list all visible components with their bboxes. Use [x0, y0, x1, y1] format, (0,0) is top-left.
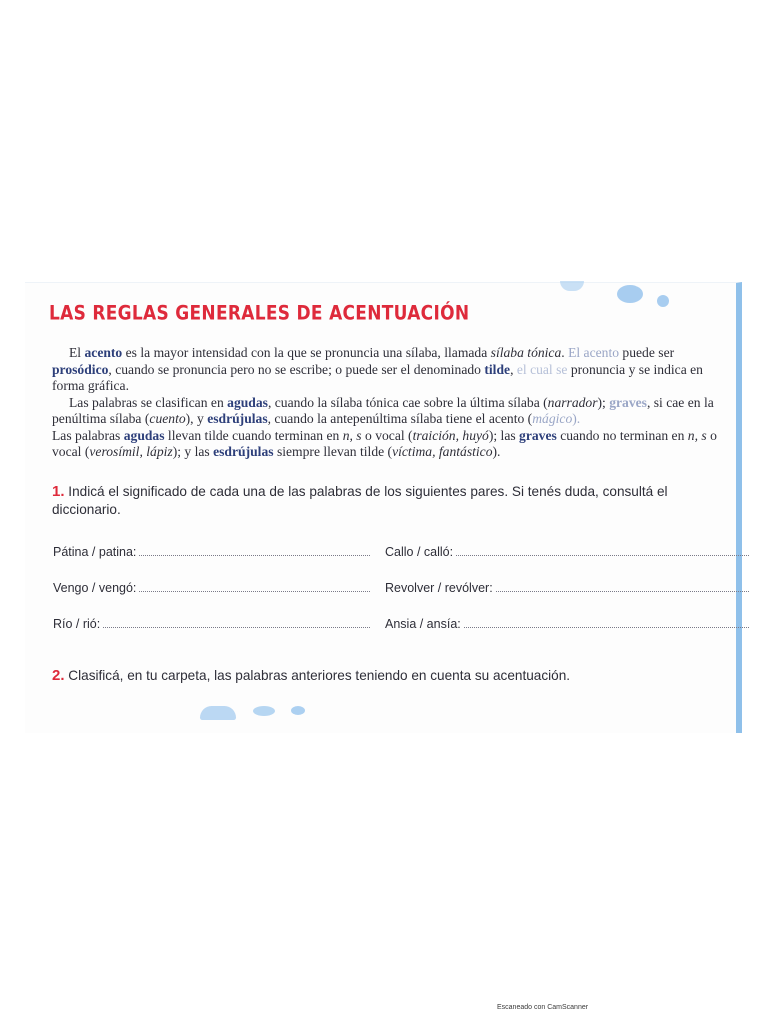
- pair-label: Río / rió:: [53, 617, 101, 631]
- answer-line[interactable]: [139, 544, 370, 556]
- paragraph-tilde-rules: [52, 428, 718, 461]
- pair-item: [385, 580, 749, 595]
- pair-item: [53, 544, 370, 559]
- pair-item: [53, 616, 370, 631]
- exercise-instruction: Indicá el significado de cada una de las palabras de los siguientes pares. Si tenés duda, consultá el diccionario.: [52, 484, 668, 517]
- term-silaba-tonica: sílaba tónica: [490, 345, 562, 360]
- decorative-blob: [200, 706, 236, 720]
- decorative-blob: [291, 706, 305, 715]
- answer-line[interactable]: [103, 616, 370, 628]
- decorative-blob: [560, 281, 584, 291]
- keyword-esdrujulas: esdrújulas: [213, 444, 274, 459]
- pair-row: [53, 544, 723, 562]
- text: El: [69, 345, 85, 360]
- keyword-agudas: agudas: [123, 427, 165, 443]
- paragraph-classification: [52, 395, 718, 428]
- pair-label: Revolver / revólver:: [385, 581, 493, 595]
- example-letters: n, s: [342, 427, 362, 443]
- text: , cuando la sílaba tónica cae sobre la última sílaba (: [267, 394, 548, 410]
- keyword-acento: acento: [84, 345, 123, 360]
- textbook-card: [25, 282, 742, 733]
- keyword-tilde: tilde: [484, 361, 511, 377]
- faded-text: El acento: [568, 345, 620, 360]
- answer-line[interactable]: [496, 580, 749, 592]
- text: pronuncia y se indica en forma gráfica.: [52, 361, 703, 393]
- scanner-watermark: Escaneado con CamScanner: [497, 1004, 589, 1011]
- pair-row: [53, 616, 723, 634]
- text: .: [561, 345, 569, 360]
- exercise-number: 2.: [52, 667, 65, 684]
- example-word: narrador: [547, 394, 598, 410]
- text: ); y las: [172, 444, 214, 459]
- answer-line[interactable]: [456, 544, 749, 556]
- pair-item: [385, 616, 749, 631]
- text: ); las: [488, 427, 520, 443]
- rules-explanation: [52, 345, 718, 461]
- decorative-blob: [657, 295, 669, 307]
- text: Las palabras se clasifican en: [69, 394, 228, 410]
- keyword-prosodico: prosódico: [52, 361, 109, 377]
- example-letters: n, s: [687, 427, 707, 443]
- answer-line[interactable]: [464, 616, 749, 628]
- example-word: verosímil, lápiz: [89, 444, 173, 459]
- text: cuando no terminan en: [556, 427, 688, 443]
- keyword-graves: graves: [609, 394, 647, 410]
- example-word: traición, huyó: [412, 427, 489, 443]
- text: llevan tilde cuando terminan en: [164, 427, 343, 443]
- pair-row: [53, 580, 723, 598]
- decorative-blob: [617, 285, 643, 303]
- text: ).: [492, 444, 501, 459]
- exercise-instruction: Clasificá, en tu carpeta, las palabras anteriores teniendo en cuenta su acentuación.: [68, 668, 571, 683]
- paragraph-accent-definition: [52, 345, 718, 395]
- text: , si cae en la penúltima sílaba (: [52, 394, 714, 426]
- text: o vocal (: [361, 427, 413, 443]
- example-word: cuento: [149, 411, 186, 426]
- keyword-graves: graves: [519, 427, 557, 443]
- text: es la mayor intensidad con la que se pronuncia una sílaba, llamada: [122, 345, 491, 360]
- exercise-number: 1.: [52, 483, 65, 500]
- keyword-esdrujulas: esdrújulas: [207, 411, 268, 426]
- text: puede ser: [619, 345, 675, 360]
- text: , cuando la antepenúltima sílaba tiene el acento (: [267, 411, 533, 426]
- answer-line[interactable]: [139, 580, 370, 592]
- text: ,: [510, 361, 517, 377]
- pair-label: Vengo / vengó:: [53, 581, 137, 595]
- example-word: mágico: [532, 411, 573, 426]
- text: Las palabras: [52, 427, 124, 443]
- exercise-1: [52, 483, 732, 519]
- pair-label: Pátina / patina:: [53, 545, 137, 559]
- exercise-2: [52, 667, 732, 685]
- text: ), y: [185, 411, 208, 426]
- text: siempre llevan tilde (: [273, 444, 393, 459]
- pair-item: [53, 580, 370, 595]
- text: o vocal (: [52, 427, 717, 459]
- pair-item: [385, 544, 749, 559]
- keyword-agudas: agudas: [227, 394, 268, 410]
- decorative-blob: [253, 706, 275, 716]
- faded-text: el cual se: [516, 361, 568, 377]
- text: ).: [572, 411, 581, 426]
- text: , cuando se pronuncia pero no se escribe; o puede ser el denominado: [108, 361, 485, 377]
- example-word: víctima, fantástico: [392, 444, 493, 459]
- text: );: [597, 394, 610, 410]
- pair-label: Callo / calló:: [385, 545, 454, 559]
- pair-label: Ansia / ansía:: [385, 617, 461, 631]
- section-title: LAS REGLAS GENERALES DE ACENTUACIÓN: [49, 302, 470, 325]
